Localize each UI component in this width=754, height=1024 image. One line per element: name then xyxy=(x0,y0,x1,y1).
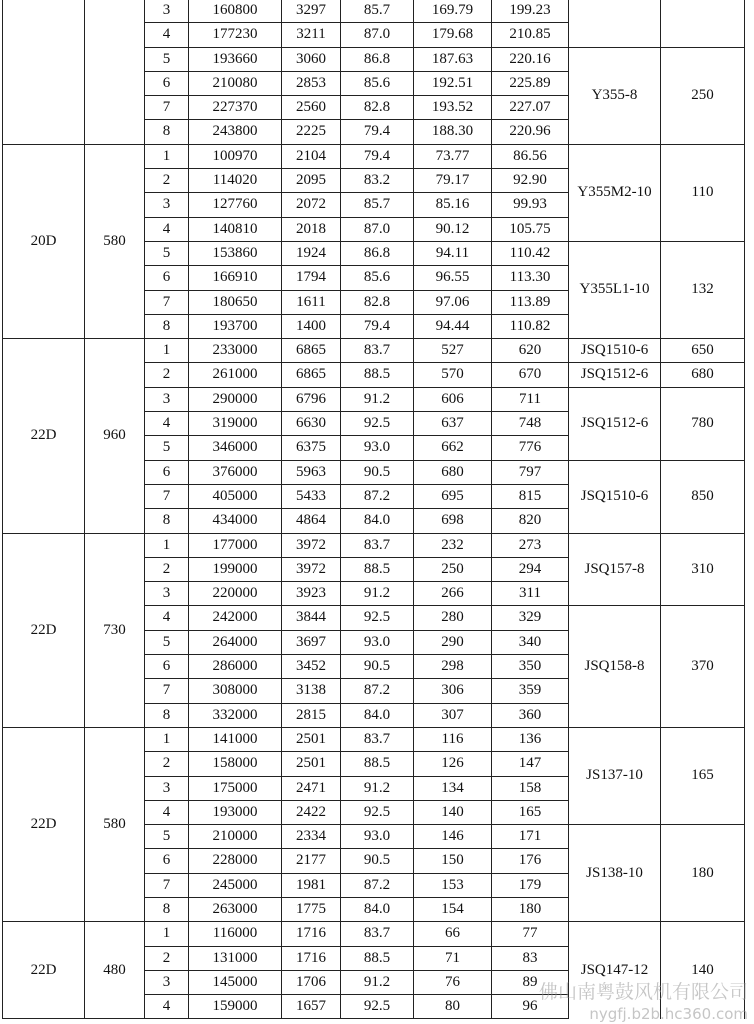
required-power-cell: 711 xyxy=(492,387,569,411)
pressure-cell: 3211 xyxy=(282,23,341,47)
shaft-power-cell: 94.11 xyxy=(414,241,492,265)
pressure-cell: 2334 xyxy=(282,825,341,849)
efficiency-cell: 90.5 xyxy=(341,655,414,679)
required-power-cell: 311 xyxy=(492,582,569,606)
required-power-cell: 350 xyxy=(492,655,569,679)
shaft-power-cell: 187.63 xyxy=(414,47,492,71)
flow-cell: 158000 xyxy=(189,752,282,776)
flow-cell: 228000 xyxy=(189,849,282,873)
motor-power-cell: 132 xyxy=(661,241,745,338)
flow-cell: 175000 xyxy=(189,776,282,800)
flow-cell: 233000 xyxy=(189,339,282,363)
flow-cell: 242000 xyxy=(189,606,282,630)
pressure-cell: 6865 xyxy=(282,339,341,363)
shaft-power-cell: 662 xyxy=(414,436,492,460)
pressure-cell: 5963 xyxy=(282,460,341,484)
position-cell: 7 xyxy=(145,679,189,703)
efficiency-cell: 85.7 xyxy=(341,0,414,23)
pressure-cell: 6865 xyxy=(282,363,341,387)
efficiency-cell: 91.2 xyxy=(341,582,414,606)
fan-model-cell: 22D xyxy=(3,533,85,727)
required-power-cell: 273 xyxy=(492,533,569,557)
fan-model-cell: 22D xyxy=(3,922,85,1019)
flow-cell: 177230 xyxy=(189,23,282,47)
shaft-power-cell: 154 xyxy=(414,897,492,921)
shaft-power-cell: 306 xyxy=(414,679,492,703)
shaft-power-cell: 695 xyxy=(414,484,492,508)
flow-cell: 145000 xyxy=(189,970,282,994)
pressure-cell: 2471 xyxy=(282,776,341,800)
motor-model-cell: Y355L1-10 xyxy=(569,241,661,338)
flow-cell: 116000 xyxy=(189,922,282,946)
flow-cell: 319000 xyxy=(189,412,282,436)
position-cell: 6 xyxy=(145,71,189,95)
pressure-cell: 2560 xyxy=(282,96,341,120)
pressure-cell: 3972 xyxy=(282,557,341,581)
motor-power-cell: 680 xyxy=(661,363,745,387)
shaft-power-cell: 266 xyxy=(414,582,492,606)
table-row xyxy=(3,0,745,23)
position-cell: 1 xyxy=(145,339,189,363)
shaft-power-cell: 79.17 xyxy=(414,169,492,193)
required-power-cell: 220.96 xyxy=(492,120,569,144)
efficiency-cell: 92.5 xyxy=(341,800,414,824)
table-row xyxy=(3,339,745,363)
position-cell: 5 xyxy=(145,241,189,265)
shaft-power-cell: 146 xyxy=(414,825,492,849)
position-cell: 1 xyxy=(145,922,189,946)
efficiency-cell: 86.8 xyxy=(341,241,414,265)
required-power-cell: 180 xyxy=(492,897,569,921)
shaft-power-cell: 97.06 xyxy=(414,290,492,314)
flow-cell: 263000 xyxy=(189,897,282,921)
company-watermark: 佛山南粤鼓风机有限公司 xyxy=(538,981,748,1003)
motor-model-cell: JSQ1512-6 xyxy=(569,387,661,460)
required-power-cell: 359 xyxy=(492,679,569,703)
position-cell: 5 xyxy=(145,436,189,460)
required-power-cell: 225.89 xyxy=(492,71,569,95)
motor-power-cell: 370 xyxy=(661,606,745,727)
shaft-power-cell: 188.30 xyxy=(414,120,492,144)
flow-cell: 159000 xyxy=(189,995,282,1019)
position-cell: 1 xyxy=(145,144,189,168)
table-row xyxy=(3,144,745,168)
position-cell: 7 xyxy=(145,484,189,508)
position-cell: 4 xyxy=(145,800,189,824)
pressure-cell: 6796 xyxy=(282,387,341,411)
motor-model-cell: Y355M2-10 xyxy=(569,144,661,241)
position-cell: 2 xyxy=(145,946,189,970)
efficiency-cell: 92.5 xyxy=(341,995,414,1019)
shaft-power-cell: 116 xyxy=(414,727,492,751)
flow-cell: 141000 xyxy=(189,727,282,751)
position-cell: 8 xyxy=(145,897,189,921)
pressure-cell: 2177 xyxy=(282,849,341,873)
efficiency-cell: 88.5 xyxy=(341,946,414,970)
position-cell: 1 xyxy=(145,533,189,557)
shaft-power-cell: 698 xyxy=(414,509,492,533)
efficiency-cell: 93.0 xyxy=(341,825,414,849)
motor-power-cell: 110 xyxy=(661,144,745,241)
motor-power-cell: 140 xyxy=(661,922,745,1019)
motor-power-cell xyxy=(661,0,745,47)
efficiency-cell: 84.0 xyxy=(341,703,414,727)
pressure-cell: 1794 xyxy=(282,266,341,290)
efficiency-cell: 88.5 xyxy=(341,557,414,581)
pressure-cell: 2104 xyxy=(282,144,341,168)
position-cell: 5 xyxy=(145,825,189,849)
pressure-cell: 3138 xyxy=(282,679,341,703)
position-cell: 2 xyxy=(145,169,189,193)
required-power-cell: 113.30 xyxy=(492,266,569,290)
required-power-cell: 360 xyxy=(492,703,569,727)
position-cell: 4 xyxy=(145,217,189,241)
motor-power-cell: 780 xyxy=(661,387,745,460)
pressure-cell: 2072 xyxy=(282,193,341,217)
flow-cell: 290000 xyxy=(189,387,282,411)
shaft-power-cell: 94.44 xyxy=(414,314,492,338)
efficiency-cell: 87.0 xyxy=(341,217,414,241)
required-power-cell: 110.42 xyxy=(492,241,569,265)
required-power-cell: 294 xyxy=(492,557,569,581)
shaft-power-cell: 153 xyxy=(414,873,492,897)
pressure-cell: 2501 xyxy=(282,727,341,751)
table-row xyxy=(3,727,745,751)
motor-power-cell: 250 xyxy=(661,47,745,144)
flow-cell: 264000 xyxy=(189,630,282,654)
required-power-cell: 210.85 xyxy=(492,23,569,47)
flow-cell: 199000 xyxy=(189,557,282,581)
shaft-power-cell: 307 xyxy=(414,703,492,727)
shaft-power-cell: 680 xyxy=(414,460,492,484)
flow-cell: 114020 xyxy=(189,169,282,193)
pressure-cell: 1924 xyxy=(282,241,341,265)
pressure-cell: 2815 xyxy=(282,703,341,727)
position-cell: 4 xyxy=(145,995,189,1019)
pressure-cell: 3972 xyxy=(282,533,341,557)
flow-cell: 160800 xyxy=(189,0,282,23)
speed-cell: 580 xyxy=(85,144,145,338)
motor-model-cell: Y355-8 xyxy=(569,47,661,144)
required-power-cell: 92.90 xyxy=(492,169,569,193)
required-power-cell: 227.07 xyxy=(492,96,569,120)
efficiency-cell: 90.5 xyxy=(341,849,414,873)
shaft-power-cell: 193.52 xyxy=(414,96,492,120)
required-power-cell: 776 xyxy=(492,436,569,460)
efficiency-cell: 92.5 xyxy=(341,412,414,436)
pressure-cell: 4864 xyxy=(282,509,341,533)
pressure-cell: 3060 xyxy=(282,47,341,71)
pressure-cell: 2422 xyxy=(282,800,341,824)
motor-power-cell: 850 xyxy=(661,460,745,533)
fan-model-cell: 22D xyxy=(3,727,85,921)
position-cell: 6 xyxy=(145,849,189,873)
position-cell: 4 xyxy=(145,23,189,47)
shaft-power-cell: 71 xyxy=(414,946,492,970)
efficiency-cell: 83.7 xyxy=(341,533,414,557)
required-power-cell: 815 xyxy=(492,484,569,508)
position-cell: 4 xyxy=(145,606,189,630)
flow-cell: 100970 xyxy=(189,144,282,168)
pressure-cell: 1611 xyxy=(282,290,341,314)
fan-performance-table xyxy=(2,0,745,1019)
speed-cell: 960 xyxy=(85,339,145,533)
required-power-cell: 136 xyxy=(492,727,569,751)
position-cell: 1 xyxy=(145,727,189,751)
shaft-power-cell: 290 xyxy=(414,630,492,654)
motor-model-cell xyxy=(569,0,661,47)
pressure-cell: 1981 xyxy=(282,873,341,897)
flow-cell: 210080 xyxy=(189,71,282,95)
efficiency-cell: 91.2 xyxy=(341,970,414,994)
position-cell: 3 xyxy=(145,970,189,994)
required-power-cell: 158 xyxy=(492,776,569,800)
motor-model-cell: JSQ147-12 xyxy=(569,922,661,1019)
flow-cell: 332000 xyxy=(189,703,282,727)
flow-cell: 180650 xyxy=(189,290,282,314)
position-cell: 7 xyxy=(145,873,189,897)
required-power-cell: 77 xyxy=(492,922,569,946)
efficiency-cell: 83.7 xyxy=(341,922,414,946)
position-cell: 3 xyxy=(145,387,189,411)
motor-model-cell: JSQ1512-6 xyxy=(569,363,661,387)
efficiency-cell: 82.8 xyxy=(341,290,414,314)
motor-model-cell: JSQ1510-6 xyxy=(569,339,661,363)
pressure-cell: 2501 xyxy=(282,752,341,776)
position-cell: 5 xyxy=(145,630,189,654)
flow-cell: 131000 xyxy=(189,946,282,970)
position-cell: 3 xyxy=(145,582,189,606)
efficiency-cell: 87.2 xyxy=(341,679,414,703)
flow-cell: 193000 xyxy=(189,800,282,824)
flow-cell: 286000 xyxy=(189,655,282,679)
efficiency-cell: 86.8 xyxy=(341,47,414,71)
required-power-cell: 620 xyxy=(492,339,569,363)
required-power-cell: 110.82 xyxy=(492,314,569,338)
shaft-power-cell: 140 xyxy=(414,800,492,824)
efficiency-cell: 79.4 xyxy=(341,144,414,168)
efficiency-cell: 85.6 xyxy=(341,71,414,95)
shaft-power-cell: 637 xyxy=(414,412,492,436)
flow-cell: 177000 xyxy=(189,533,282,557)
flow-cell: 243800 xyxy=(189,120,282,144)
efficiency-cell: 91.2 xyxy=(341,776,414,800)
position-cell: 7 xyxy=(145,96,189,120)
motor-power-cell: 310 xyxy=(661,533,745,606)
shaft-power-cell: 150 xyxy=(414,849,492,873)
required-power-cell: 96 xyxy=(492,995,569,1019)
shaft-power-cell: 179.68 xyxy=(414,23,492,47)
flow-cell: 166910 xyxy=(189,266,282,290)
required-power-cell: 797 xyxy=(492,460,569,484)
position-cell: 7 xyxy=(145,290,189,314)
required-power-cell: 86.56 xyxy=(492,144,569,168)
table-row xyxy=(3,533,745,557)
pressure-cell: 6630 xyxy=(282,412,341,436)
pressure-cell: 1706 xyxy=(282,970,341,994)
pressure-cell: 1657 xyxy=(282,995,341,1019)
required-power-cell: 113.89 xyxy=(492,290,569,314)
table-row xyxy=(3,922,745,946)
required-power-cell: 89 xyxy=(492,970,569,994)
position-cell: 8 xyxy=(145,314,189,338)
efficiency-cell: 83.7 xyxy=(341,727,414,751)
position-cell: 2 xyxy=(145,752,189,776)
required-power-cell: 105.75 xyxy=(492,217,569,241)
shaft-power-cell: 85.16 xyxy=(414,193,492,217)
position-cell: 2 xyxy=(145,557,189,581)
flow-cell: 376000 xyxy=(189,460,282,484)
flow-cell: 245000 xyxy=(189,873,282,897)
pressure-cell: 1716 xyxy=(282,922,341,946)
shaft-power-cell: 73.77 xyxy=(414,144,492,168)
shaft-power-cell: 134 xyxy=(414,776,492,800)
pressure-cell: 2018 xyxy=(282,217,341,241)
flow-cell: 261000 xyxy=(189,363,282,387)
efficiency-cell: 79.4 xyxy=(341,120,414,144)
flow-cell: 434000 xyxy=(189,509,282,533)
efficiency-cell: 85.7 xyxy=(341,193,414,217)
pressure-cell: 1716 xyxy=(282,946,341,970)
pressure-cell: 3697 xyxy=(282,630,341,654)
efficiency-cell: 88.5 xyxy=(341,363,414,387)
efficiency-cell: 91.2 xyxy=(341,387,414,411)
efficiency-cell: 83.2 xyxy=(341,169,414,193)
required-power-cell: 820 xyxy=(492,509,569,533)
pressure-cell: 3923 xyxy=(282,582,341,606)
motor-model-cell: JS137-10 xyxy=(569,727,661,824)
pressure-cell: 1400 xyxy=(282,314,341,338)
flow-cell: 153860 xyxy=(189,241,282,265)
position-cell: 8 xyxy=(145,509,189,533)
website-watermark: nygfj.b2b.hc360.com xyxy=(589,1005,748,1023)
flow-cell: 193700 xyxy=(189,314,282,338)
position-cell: 8 xyxy=(145,120,189,144)
required-power-cell: 340 xyxy=(492,630,569,654)
shaft-power-cell: 96.55 xyxy=(414,266,492,290)
fan-model-cell: 20D xyxy=(3,144,85,338)
speed-cell: 580 xyxy=(85,727,145,921)
shaft-power-cell: 606 xyxy=(414,387,492,411)
efficiency-cell: 84.0 xyxy=(341,897,414,921)
position-cell: 5 xyxy=(145,47,189,71)
flow-cell: 127760 xyxy=(189,193,282,217)
required-power-cell: 220.16 xyxy=(492,47,569,71)
required-power-cell: 171 xyxy=(492,825,569,849)
pressure-cell: 5433 xyxy=(282,484,341,508)
required-power-cell: 83 xyxy=(492,946,569,970)
shaft-power-cell: 192.51 xyxy=(414,71,492,95)
pressure-cell: 1775 xyxy=(282,897,341,921)
fan-model-cell xyxy=(3,0,85,144)
required-power-cell: 165 xyxy=(492,800,569,824)
efficiency-cell: 79.4 xyxy=(341,314,414,338)
pressure-cell: 3297 xyxy=(282,0,341,23)
pressure-cell: 2225 xyxy=(282,120,341,144)
flow-cell: 140810 xyxy=(189,217,282,241)
shaft-power-cell: 298 xyxy=(414,655,492,679)
shaft-power-cell: 126 xyxy=(414,752,492,776)
required-power-cell: 147 xyxy=(492,752,569,776)
motor-model-cell: JS138-10 xyxy=(569,825,661,922)
efficiency-cell: 88.5 xyxy=(341,752,414,776)
shaft-power-cell: 250 xyxy=(414,557,492,581)
speed-cell: 480 xyxy=(85,922,145,1019)
shaft-power-cell: 232 xyxy=(414,533,492,557)
motor-model-cell: JSQ157-8 xyxy=(569,533,661,606)
speed-cell xyxy=(85,0,145,144)
efficiency-cell: 82.8 xyxy=(341,96,414,120)
position-cell: 3 xyxy=(145,0,189,23)
position-cell: 8 xyxy=(145,703,189,727)
flow-cell: 405000 xyxy=(189,484,282,508)
position-cell: 2 xyxy=(145,363,189,387)
shaft-power-cell: 169.79 xyxy=(414,0,492,23)
shaft-power-cell: 90.12 xyxy=(414,217,492,241)
position-cell: 6 xyxy=(145,655,189,679)
efficiency-cell: 84.0 xyxy=(341,509,414,533)
flow-cell: 193660 xyxy=(189,47,282,71)
flow-cell: 227370 xyxy=(189,96,282,120)
required-power-cell: 199.23 xyxy=(492,0,569,23)
motor-model-cell: JSQ158-8 xyxy=(569,606,661,727)
efficiency-cell: 87.0 xyxy=(341,23,414,47)
flow-cell: 308000 xyxy=(189,679,282,703)
shaft-power-cell: 570 xyxy=(414,363,492,387)
efficiency-cell: 93.0 xyxy=(341,436,414,460)
required-power-cell: 670 xyxy=(492,363,569,387)
pressure-cell: 2853 xyxy=(282,71,341,95)
required-power-cell: 179 xyxy=(492,873,569,897)
efficiency-cell: 87.2 xyxy=(341,873,414,897)
position-cell: 3 xyxy=(145,193,189,217)
shaft-power-cell: 80 xyxy=(414,995,492,1019)
pressure-cell: 2095 xyxy=(282,169,341,193)
fan-model-cell: 22D xyxy=(3,339,85,533)
required-power-cell: 329 xyxy=(492,606,569,630)
efficiency-cell: 92.5 xyxy=(341,606,414,630)
flow-cell: 220000 xyxy=(189,582,282,606)
shaft-power-cell: 66 xyxy=(414,922,492,946)
efficiency-cell: 90.5 xyxy=(341,460,414,484)
position-cell: 4 xyxy=(145,412,189,436)
required-power-cell: 99.93 xyxy=(492,193,569,217)
motor-model-cell: JSQ1510-6 xyxy=(569,460,661,533)
efficiency-cell: 93.0 xyxy=(341,630,414,654)
flow-cell: 346000 xyxy=(189,436,282,460)
motor-power-cell: 165 xyxy=(661,727,745,824)
efficiency-cell: 85.6 xyxy=(341,266,414,290)
required-power-cell: 176 xyxy=(492,849,569,873)
efficiency-cell: 83.7 xyxy=(341,339,414,363)
flow-cell: 210000 xyxy=(189,825,282,849)
position-cell: 6 xyxy=(145,460,189,484)
pressure-cell: 6375 xyxy=(282,436,341,460)
speed-cell: 730 xyxy=(85,533,145,727)
required-power-cell: 748 xyxy=(492,412,569,436)
shaft-power-cell: 280 xyxy=(414,606,492,630)
pressure-cell: 3844 xyxy=(282,606,341,630)
shaft-power-cell: 76 xyxy=(414,970,492,994)
pressure-cell: 3452 xyxy=(282,655,341,679)
motor-power-cell: 650 xyxy=(661,339,745,363)
position-cell: 3 xyxy=(145,776,189,800)
shaft-power-cell: 527 xyxy=(414,339,492,363)
efficiency-cell: 87.2 xyxy=(341,484,414,508)
position-cell: 6 xyxy=(145,266,189,290)
motor-power-cell: 180 xyxy=(661,825,745,922)
